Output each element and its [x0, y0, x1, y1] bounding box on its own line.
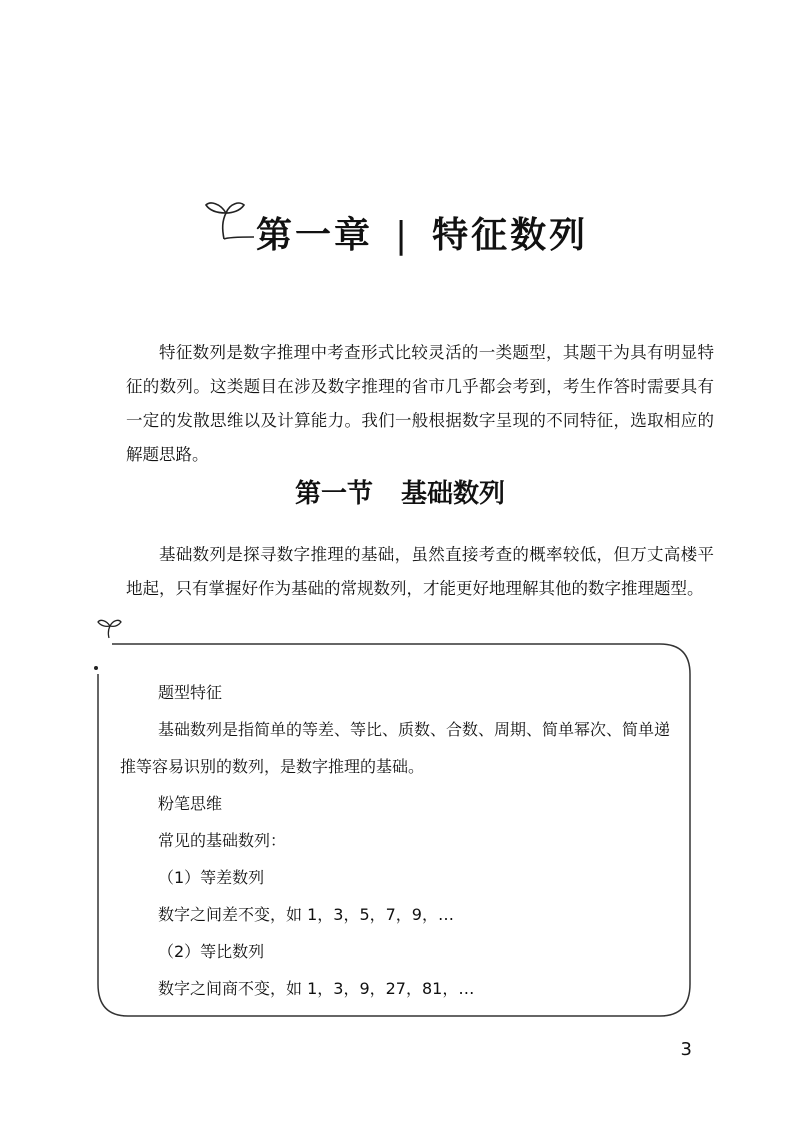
list-item-desc: 数字之间商不变，如 1，3，9，27，81，…: [158, 979, 475, 998]
section-name: 基础数列: [401, 479, 506, 509]
feature-heading: 题型特征: [158, 683, 223, 702]
section-paragraph: 基础数列是探寻数字推理的基础，虽然直接考查的概率较低，但万丈高楼平地起，只有掌握好作为基础的常规数列，才能更好地理解其他的数字推理题型。: [126, 545, 714, 598]
section-number: 第一节: [294, 479, 373, 509]
chapter-separator: |: [395, 215, 411, 256]
sprout-icon: [202, 193, 254, 243]
list-item-label: （2）等比数列: [158, 942, 265, 961]
intro-paragraph: 特征数列是数字推理中考查形式比较灵活的一类题型，其题干为具有明显特征的数列。这类题目在涉及数字推理的省市几乎都会考到，考生作答时需要具有一定的发散思维以及计算能力。我们一般根据数字呈现的不同特征，选取相应的解题思路。: [126, 343, 714, 464]
chapter-number: 第一章: [256, 215, 374, 256]
chapter-name: 特征数列: [432, 215, 589, 256]
page-number: 3: [680, 1039, 692, 1060]
list-item-label: （1）等差数列: [158, 868, 265, 887]
chapter-title: [256, 210, 588, 262]
thinking-heading: 粉笔思维: [158, 794, 223, 813]
feature-text: 基础数列是指简单的等差、等比、质数、合数、周期、简单幂次、简单递推等容易识别的数列，是数字推理的基础。: [120, 720, 671, 776]
common-label: 常见的基础数列：: [158, 831, 287, 850]
list-item-desc: 数字之间差不变，如 1，3，5，7，9，…: [158, 905, 454, 924]
section-title: [0, 474, 800, 514]
content-box: [120, 674, 670, 1007]
